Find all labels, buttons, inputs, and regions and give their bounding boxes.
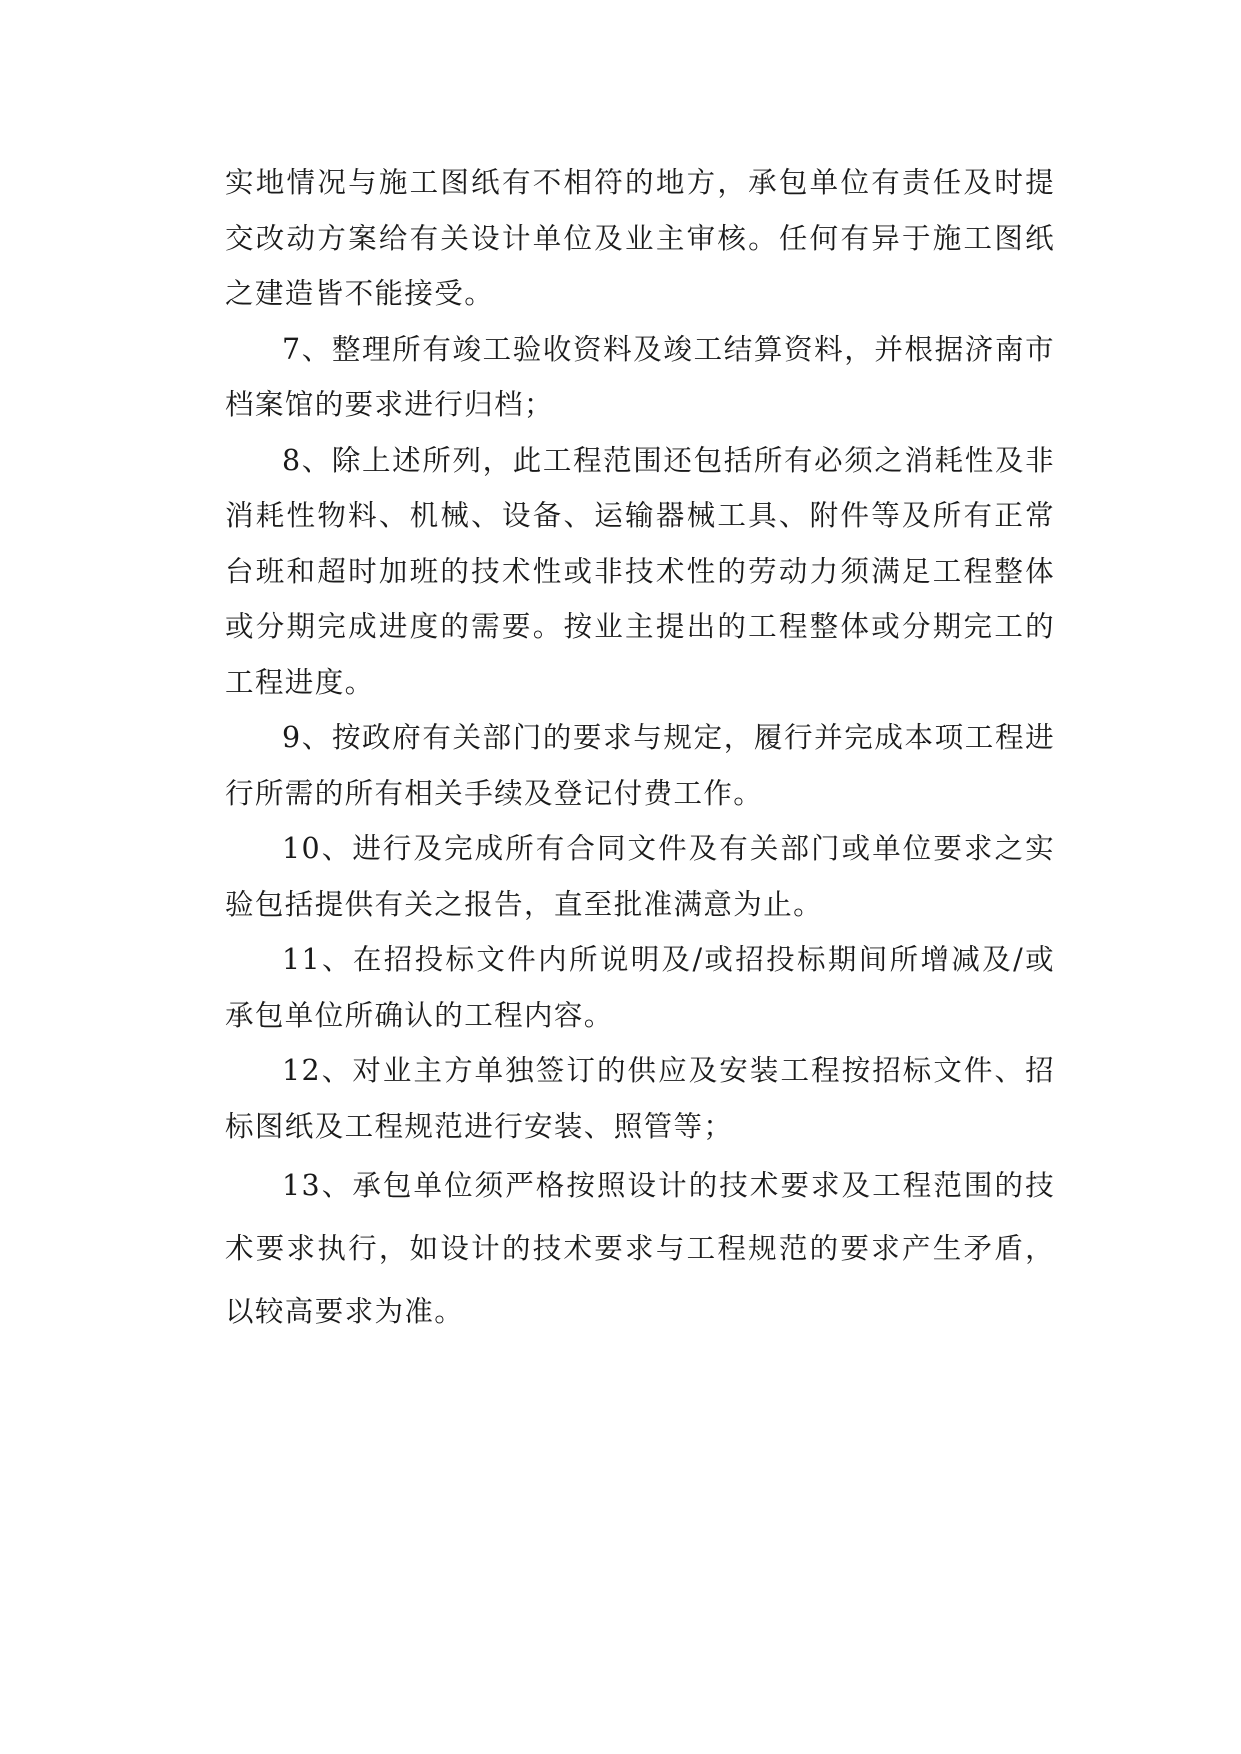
paragraph-item-11: 11、在招投标文件内所说明及/或招投标期间所增减及/或承包单位所确认的工程内容。 (225, 943, 1055, 1032)
paragraph-item-7: 7、整理所有竣工验收资料及竣工结算资料，并根据济南市档案馆的要求进行归档； (225, 332, 1055, 421)
document-body (225, 155, 1055, 1343)
paragraph-item-12: 12、对业主方单独签订的供应及安装工程按招标文件、招标图纸及工程规范进行安装、照管等； (225, 1054, 1055, 1143)
paragraph-continuation: 实地情况与施工图纸有不相符的地方，承包单位有责任及时提交改动方案给有关设计单位及业主审核。任何有异于施工图纸之建造皆不能接受。 (225, 166, 1055, 310)
paragraph-item-10: 10、进行及完成所有合同文件及有关部门或单位要求之实验包括提供有关之报告，直至批准满意为止。 (225, 832, 1055, 921)
paragraph-item-9: 9、按政府有关部门的要求与规定，履行并完成本项工程进行所需的所有相关手续及登记付费工作。 (225, 721, 1055, 810)
paragraph-item-13: 13、承包单位须严格按照设计的技术要求及工程范围的技术要求执行，如设计的技术要求与工程规范的要求产生矛盾，以较高要求为准。 (225, 1169, 1055, 1328)
paragraph-item-8: 8、除上述所列，此工程范围还包括所有必须之消耗性及非消耗性物料、机械、设备、运输器械工具、附件等及所有正常台班和超时加班的技术性或非技术性的劳动力须满足工程整体或分期完成进度的需要。按业主提出的工程整体或分期完工的工程进度。 (225, 443, 1055, 699)
